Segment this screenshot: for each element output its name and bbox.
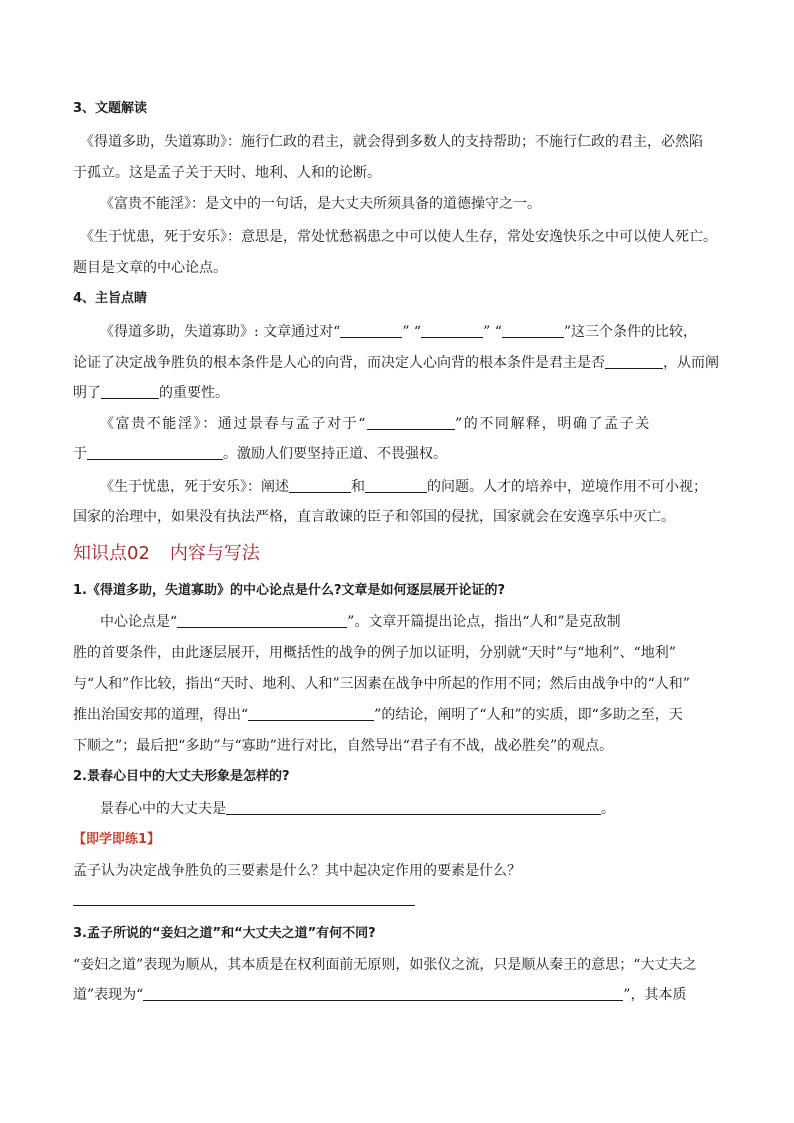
fill-blank[interactable]: [365, 478, 427, 493]
question-3-title: 3.孟子所说的“妾妇之道”和“大丈夫之道”有何不同?: [73, 926, 376, 941]
section-4-title: 4、主旨点睛: [73, 291, 148, 306]
section-3-title: 3、文题解读: [73, 101, 148, 116]
fill-blank[interactable]: [101, 384, 159, 399]
text: 。激励人们要坚持正道、不畏强权。: [223, 446, 447, 462]
text: ” “: [483, 324, 502, 340]
question-1-title: 1.《得道多助，失道寡助》的中心论点是什么?文章是如何逐层展开论证的?: [73, 583, 506, 598]
text: 道”表现为“: [73, 987, 144, 1003]
knowledge-point-number: 知识点02: [73, 543, 150, 564]
q1-answer-line2: 胜的首要条件，由此逐层展开，用概括性的战争的例子加以证明，分别就“天时”与“地利”、“地利”: [73, 645, 676, 661]
q1-answer-line3: 与“人和”作比较，指出“天时、地利、人和”三因素在战争中所起的作用不同；然后由战争中的“人和”: [73, 676, 690, 692]
text: ”的不同解释，明确了孟子关: [454, 416, 651, 432]
fill-blank[interactable]: [248, 706, 374, 721]
sec4-para3-line1: [100, 478, 723, 496]
practice-answer-line[interactable]: [73, 905, 415, 906]
fill-blank[interactable]: [340, 323, 402, 338]
sec3-para1-line1: 《得道多助，失道寡助》：施行仁政的君主，就会得到多数人的支持帮助；不施行仁政的君主，必然陷: [80, 134, 703, 150]
fill-blank[interactable]: [502, 323, 564, 338]
text: 的重要性。: [159, 385, 229, 401]
practice-label: 【即学即练1】: [73, 832, 161, 847]
fill-blank[interactable]: [177, 613, 347, 628]
fill-blank[interactable]: [367, 415, 455, 430]
q1-answer-line4: [73, 706, 723, 724]
fill-blank[interactable]: [605, 354, 663, 369]
text: 于: [73, 446, 87, 462]
text: 《富贵不能淫》：通过景春与孟子对于“: [100, 416, 367, 432]
knowledge-point-heading: [73, 542, 260, 566]
q2-answer: [100, 800, 723, 818]
sec4-para1-line1: [100, 323, 723, 341]
text: ”，其本质: [623, 987, 687, 1003]
q3-answer-line2: [73, 986, 723, 1004]
text: 明了: [73, 385, 101, 401]
fill-blank[interactable]: [143, 986, 623, 1001]
sec3-para3-line2: 题目是文章的中心论点。: [73, 260, 227, 276]
text: 的问题。人才的培养中，逆境作用不可小视；: [427, 479, 707, 495]
q1-answer-line1: [100, 613, 723, 631]
sec4-para1-line2: [73, 354, 723, 372]
fill-blank[interactable]: [289, 478, 351, 493]
text: ，从而阐: [663, 355, 719, 371]
text: 中心论点是“: [100, 614, 178, 630]
sec4-para2-line1: [100, 415, 723, 433]
knowledge-point-title: 内容与写法: [169, 543, 260, 564]
text: ”的结论，阐明了“人和”的实质，即“多助之至，天: [374, 707, 683, 723]
sec3-para2: 《富贵不能淫》：是文中的一句话，是大丈夫所须具备的道德操守之一。: [100, 196, 541, 212]
sec4-para1-line3: [73, 384, 723, 402]
sec3-para3-line1: 《生于忧患，死于安乐》：意思是，常处忧愁祸患之中可以使人生存，常处安逸快乐之中可以使人死亡。: [80, 229, 717, 245]
question-2-title: 2.景春心目中的大丈夫形象是怎样的?: [73, 769, 290, 784]
q3-answer-line1: “妾妇之道”表现为顺从，其本质是在权利面前无原则，如张仪之流，只是顺从秦王的意思；“大丈夫之: [73, 957, 697, 973]
sec3-para1-line2: 于孤立。这是孟子关于天时、地利、人和的论断。: [73, 165, 381, 181]
text: 《得道多助，失道寡助》: 文章通过对“: [100, 324, 341, 340]
fill-blank[interactable]: [421, 323, 483, 338]
text: 景春心中的大丈夫是: [100, 801, 226, 817]
text: 《生于忧患，死于安乐》：阐述: [100, 479, 289, 495]
text: 推出治国安邦的道理，得出“: [73, 707, 249, 723]
fill-blank[interactable]: [226, 800, 601, 815]
q1-answer-line5: 下顺之”；最后把“多助”与“寡助”进行对比，自然导出“君子有不战，战必胜矣”的观点。: [73, 738, 614, 754]
sec4-para3-line2: 国家的治理中，如果没有执法严格，直言敢谏的臣子和邻国的侵扰，国家就会在安逸享乐中灭亡。: [73, 509, 675, 525]
text: 和: [351, 479, 365, 495]
sec4-para2-line2: [73, 445, 723, 463]
text: ”。文章开篇提出论点，指出“人和”是克敌制: [347, 614, 621, 630]
fill-blank[interactable]: [87, 445, 223, 460]
text: ” “: [402, 324, 422, 340]
practice-question: 孟子认为决定战争胜负的三要素是什么？其中起决定作用的要素是什么？: [73, 863, 521, 879]
text: 。: [601, 801, 615, 817]
text: 论证了决定战争胜负的根本条件是人心的向背，而决定人心向背的根本条件是君主是否: [73, 355, 605, 371]
text: ”这三个条件的比较，: [563, 324, 698, 340]
